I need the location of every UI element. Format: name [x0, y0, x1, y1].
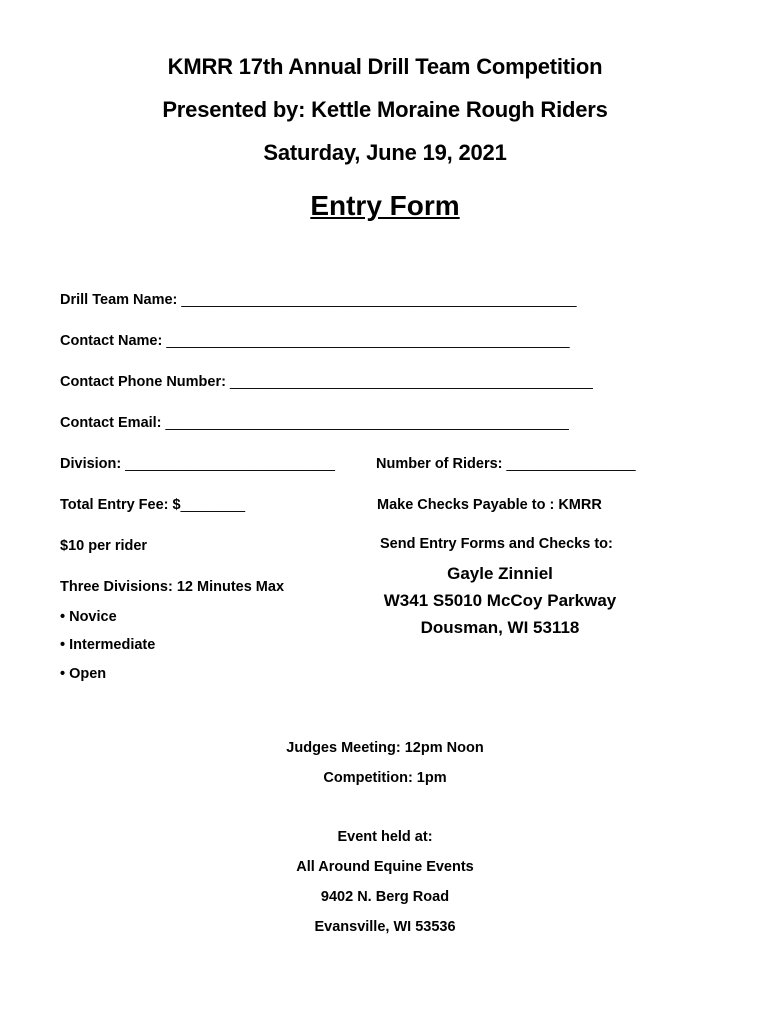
fee-line[interactable]: ________ — [180, 497, 246, 513]
address-city: Dousman, WI 53118 — [420, 618, 580, 637]
per-rider-text: $10 per rider — [60, 538, 148, 554]
division-field[interactable] — [60, 456, 335, 472]
event-date: Saturday, June 19, 2021 — [263, 140, 507, 165]
team-name-label: Drill Team Name: — [60, 292, 178, 308]
divisions-heading: Three Divisions: 12 Minutes Max — [60, 579, 285, 595]
contact-email-line[interactable]: __________________________________________________ — [165, 415, 569, 431]
venue-street: 9402 N. Berg Road — [320, 889, 450, 905]
division-item: • Open — [60, 666, 107, 682]
division-line[interactable]: __________________________ — [125, 456, 335, 472]
team-name-field[interactable] — [60, 292, 577, 308]
address-street: W341 S5010 McCoy Parkway — [383, 591, 617, 610]
event-title: KMRR 17th Annual Drill Team Competition — [167, 54, 603, 79]
payable-text: Make Checks Payable to : KMRR — [377, 497, 602, 513]
venue-heading: Event held at: — [337, 829, 433, 845]
address-name: Gayle Zinniel — [447, 564, 553, 583]
venue-name: All Around Equine Events — [296, 859, 474, 875]
contact-email-field[interactable] — [60, 415, 569, 431]
division-item: • Novice — [60, 609, 117, 625]
fee-label: Total Entry Fee: $ — [60, 497, 181, 513]
fee-field[interactable] — [60, 497, 245, 513]
contact-phone-label: Contact Phone Number: — [60, 374, 226, 390]
venue-city: Evansville, WI 53536 — [314, 919, 456, 935]
contact-name-line[interactable]: __________________________________________________ — [166, 333, 570, 349]
competition-time: Competition: 1pm — [323, 770, 447, 786]
division-label: Division: — [60, 456, 122, 472]
presenter-line: Presented by: Kettle Moraine Rough Riders — [162, 97, 608, 122]
judges-meeting: Judges Meeting: 12pm Noon — [286, 740, 484, 756]
riders-field[interactable] — [376, 456, 636, 472]
team-name-line[interactable]: _________________________________________________ — [181, 292, 577, 308]
contact-phone-field[interactable] — [60, 374, 593, 390]
riders-label: Number of Riders: — [376, 456, 503, 472]
send-to-text: Send Entry Forms and Checks to: — [380, 536, 613, 552]
division-item: • Intermediate — [60, 637, 156, 653]
contact-email-label: Contact Email: — [60, 415, 162, 431]
form-title: Entry Form — [310, 190, 460, 221]
contact-name-label: Contact Name: — [60, 333, 163, 349]
riders-line[interactable]: ________________ — [506, 456, 636, 472]
contact-phone-line[interactable]: _____________________________________________ — [229, 374, 593, 390]
contact-name-field[interactable] — [60, 333, 570, 349]
